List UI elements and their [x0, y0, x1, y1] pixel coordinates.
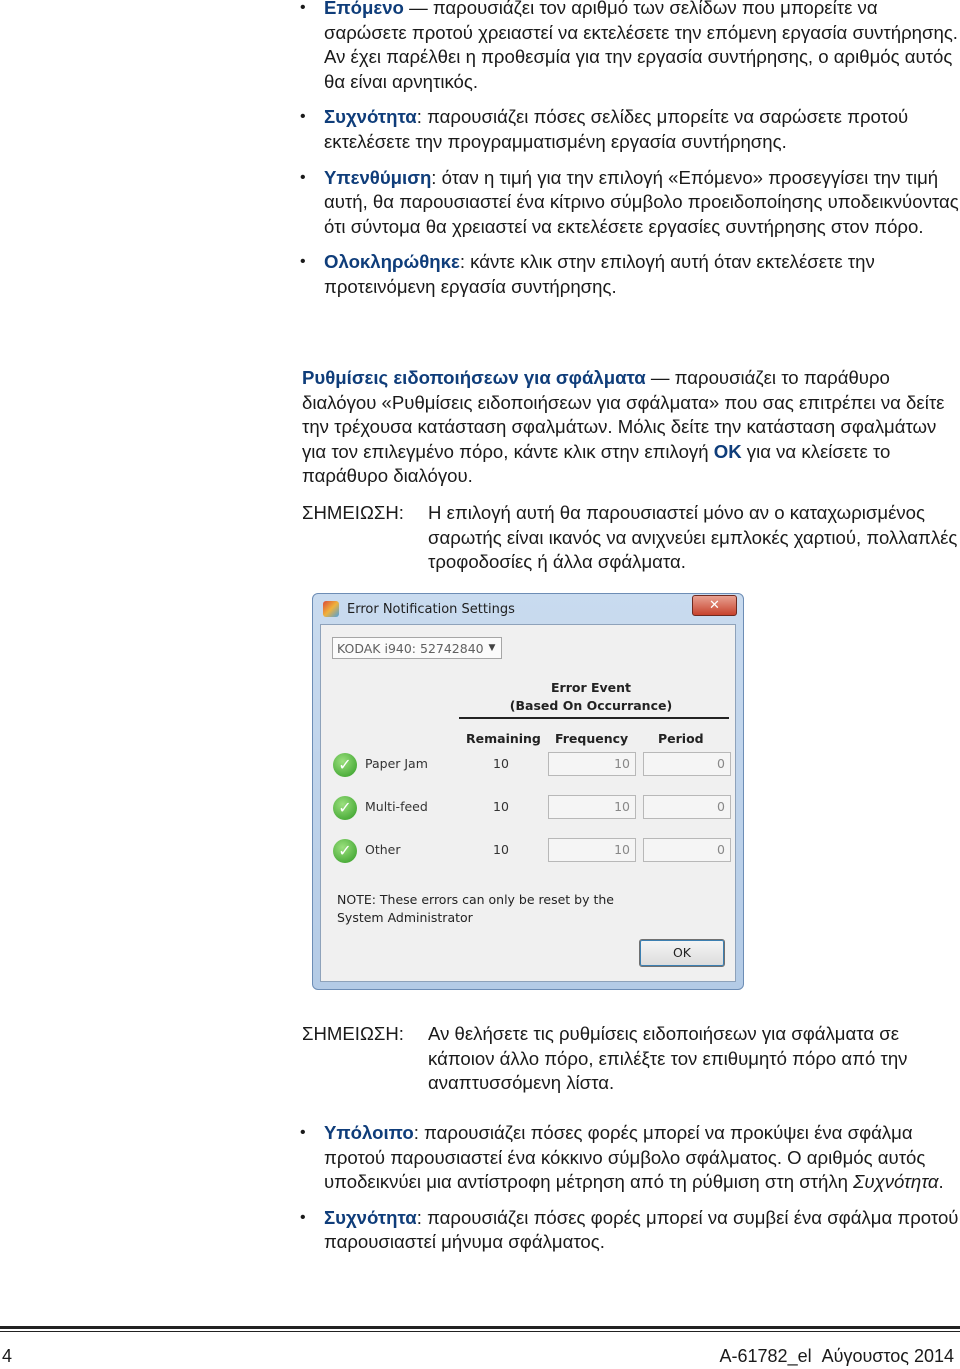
definition: : κάντε κλικ στην επιλογή αυτή όταν εκτελέσετε την προτεινόμενη εργασία συντήρησης. [324, 251, 875, 297]
bullet-list-bottom [300, 1121, 960, 1266]
definition: : όταν η τιμή για την επιλογή «Επόμενο» προσεγγίσει την τιμή αυτή, θα παρουσιαστεί ένα κίτρινο σύμβολο προειδοποίησης υποδεικνύοντας ότι σύντομα θα χρειαστεί να εκτελέσετε εργασίες συντήρησης στον πόρο. [324, 166, 959, 237]
list-item: • Συχνότητα: παρουσιάζει πόσες σελίδες μπορείτε να σαρώσετε προτού εκτελέσετε την προγραμματισμένη εργασία συντήρησης. [300, 106, 909, 152]
section-term: Ρυθμίσεις ειδοποιήσεων για σφάλματα [302, 367, 646, 388]
row-label: Other [365, 842, 401, 857]
definition: — παρουσιάζει τον αριθμό των σελίδων που μπορείτε να σαρώσετε προτού χρειαστεί να εκτελέσετε την επόμενη εργασία συντήρησης. Αν έχει παρέλθει η προθεσμία για την εργασία συντήρησης, ο αριθμός αυτός θα είναι αρνητικός. [324, 0, 958, 92]
section-text: — παρουσιάζει το παράθυρο διαλόγου «Ρυθμίσεις ειδοποιήσεων για σφάλματα» που σας επιτρέπει να δείτε την τρέχουσα κατάσταση σφαλμάτων. Μόλις δείτε την κατάσταση σφαλμάτων για τον επιλεγμένο πόρο, κάντε κλικ στην επιλογή [302, 367, 945, 462]
app-icon [323, 601, 339, 617]
col-period: Period [658, 731, 704, 746]
period-field[interactable]: 0 [643, 752, 731, 776]
dialog-title: Error Notification Settings [347, 602, 515, 617]
note-2 [302, 1022, 958, 1096]
section-paragraph [302, 366, 958, 489]
section-text-end: για να κλείσετε το παράθυρο διαλόγου. [302, 440, 891, 487]
term: Υπενθύμιση [324, 166, 432, 188]
event-title: Error Event [550, 680, 631, 695]
device-dropdown-value: KODAK i940: 52742840 [337, 641, 484, 656]
chevron-down-icon: ▼ [488, 643, 496, 653]
check-icon: ✓ [333, 839, 357, 863]
ok-button[interactable]: OK [639, 939, 725, 967]
error-notification-dialog [312, 593, 744, 990]
frequency-field[interactable]: 10 [548, 838, 636, 862]
error-row-multi-feed [333, 795, 723, 823]
list-item: • Επόμενο — παρουσιάζει τον αριθμό των σελίδων που μπορείτε να σαρώσετε προτού χρειαστεί να εκτελέσετε την επόμενη εργασία συντήρησης. Αν έχει παρέλθει η προθεσμία για την εργασία συντήρησης, ο αριθμός αυτός θα είναι αρνητικός. [300, 0, 960, 94]
divider [459, 717, 729, 719]
row-label: Multi-feed [365, 799, 428, 814]
event-subtitle: (Based On Occurrance) [509, 698, 673, 713]
error-row-other [333, 838, 723, 866]
col-frequency: Frequency [555, 731, 629, 746]
note-text: Αν θελήσετε τις ρυθμίσεις ειδοποιήσεων για σφάλματα σε κάποιον άλλο πόρο, επιλέξτε τον επιθυμητό πόρο από την αναπτυσσόμενη λίστα. [428, 1023, 908, 1094]
footer-rule [0, 1326, 960, 1329]
device-dropdown[interactable] [332, 637, 502, 659]
note-label: ΣΗΜΕΙΩΣΗ: [302, 1023, 404, 1044]
period-field[interactable]: 0 [643, 795, 731, 819]
term: Ολοκληρώθηκε [324, 251, 460, 273]
doc-id: A-61782_el Αύγουστος 2014 [719, 1346, 954, 1366]
definition: : παρουσιάζει πόσες φορές μπορεί να προκύψει ένα σφάλμα προτού παρουσιαστεί ένα κόκκινο σύμβολο σφάλματος. Ο αριθμός αυτός υποδεικνύει μια αντίστροφη μέτρηση από τη ρύθμιση στη στήλη [324, 1122, 926, 1193]
list-item: • Ολοκληρώθηκε: κάντε κλικ στην επιλογή αυτή όταν εκτελέσετε την προτεινόμενη εργασία συντήρησης. [300, 251, 875, 297]
note-1 [302, 501, 958, 575]
definition-end: . [938, 1171, 944, 1193]
list-item: • Συχνότητα: παρουσιάζει πόσες φορές μπορεί να συμβεί ένα σφάλμα προτού παρουσιαστεί μήνυμα σφάλματος. [300, 1206, 959, 1253]
term: Συχνότητα [324, 1206, 417, 1228]
close-button[interactable]: ✕ [692, 595, 737, 616]
check-icon: ✓ [333, 753, 357, 777]
definition: : παρουσιάζει πόσες σελίδες μπορείτε να σαρώσετε προτού εκτελέσετε την προγραμματισμένη εργασία συντήρησης. [324, 106, 909, 152]
frequency-field[interactable]: 10 [548, 752, 636, 776]
term: Συχνότητα [324, 106, 417, 128]
ok-term: OK [713, 440, 742, 462]
period-field[interactable]: 0 [643, 838, 731, 862]
dialog-note: NOTE: These errors can only be reset by the System Administrator [337, 892, 614, 925]
remaining-value: 10 [493, 799, 509, 814]
col-remaining: Remaining [466, 731, 541, 746]
list-item: • Υπόλοιπο: παρουσιάζει πόσες φορές μπορεί να προκύψει ένα σφάλμα προτού παρουσιαστεί ένα κόκκινο σύμβολο σφάλματος. Ο αριθμός αυτός υποδεικνύει μια αντίστροφη μέτρηση από τη ρύθμιση στη στήλη Συχνότητα. [300, 1122, 944, 1193]
error-row-paper-jam [333, 752, 723, 780]
term: Επόμενο [324, 0, 404, 18]
definition: : παρουσιάζει πόσες φορές μπορεί να συμβεί ένα σφάλμα προτού παρουσιαστεί μήνυμα σφάλματος. [324, 1206, 959, 1253]
italic-term: Συχνότητα [853, 1171, 939, 1193]
note-text: Η επιλογή αυτή θα παρουσιαστεί μόνο αν ο καταχωρισμένος σαρωτής είναι ικανός να ανιχνεύει εμπλοκές χαρτιού, πολλαπλές τροφοδοσίες ή άλλα σφάλματα. [428, 502, 958, 573]
dialog-body [320, 624, 736, 982]
remaining-value: 10 [493, 756, 509, 771]
remaining-value: 10 [493, 842, 509, 857]
frequency-field[interactable]: 10 [548, 795, 636, 819]
note-label: ΣΗΜΕΙΩΣΗ: [302, 502, 404, 523]
list-item: • Υπενθύμιση: όταν η τιμή για την επιλογή «Επόμενο» προσεγγίσει την τιμή αυτή, θα παρουσιαστεί ένα κίτρινο σύμβολο προειδοποίησης υποδεικνύοντας ότι σύντομα θα χρειαστεί να εκτελέσετε εργασίες συντήρησης στον πόρο. [300, 166, 959, 237]
check-icon: ✓ [333, 796, 357, 820]
footer-rule-thin [0, 1331, 960, 1332]
term: Υπόλοιπο [324, 1122, 414, 1143]
bullet-list-top [300, 0, 960, 311]
row-label: Paper Jam [365, 756, 428, 771]
page-number: 4 [2, 1346, 13, 1366]
